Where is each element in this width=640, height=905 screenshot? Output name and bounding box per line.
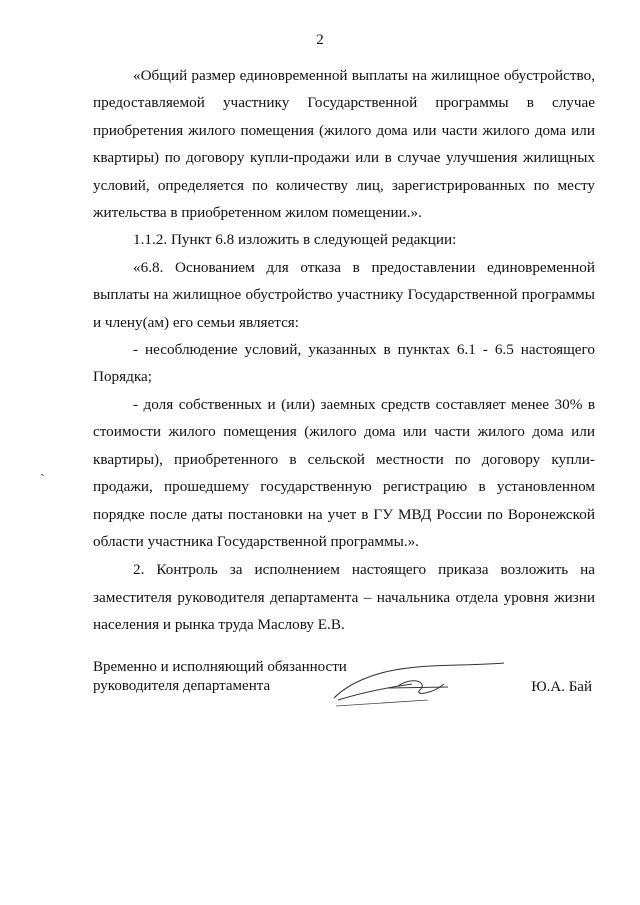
signatory-position-line-1: Временно и исполняющий обязанности [93, 659, 347, 675]
paragraph-clause-1-1-2: 1.1.2. Пункт 6.8 изложить в следующей редакции: [133, 231, 457, 249]
page-number: 2 [316, 32, 324, 48]
paragraph-refusal-reason-2: - доля собственных и (или) заемных средств составляет менее 30% в стоимости жилого помещения (жилого дома или части жилого дома или квартиры), приобретенного в сельской местности по договору купли-продажи, прошедшему государственную регистрацию в установленном порядке после даты постановки на учет в ГУ МВД России по Воронежской области участника Государственной программы.». [93, 395, 595, 550]
paragraph-total-payment: «Общий размер единовременной выплаты на жилищное обустройство, предоставляемой участнику Государственной программы в случае приобретения жилого помещения (жилого дома или части жилого дома или квартиры) по договору купли-продажи или в случае улучшения жилищных условий, определяется по количеству лиц, зарегистрированных по месту жительства в приобретенном жилом помещении.». [93, 67, 595, 222]
document-body [93, 62, 595, 639]
paragraph-control: 2. Контроль за исполнением настоящего приказа возложить на заместителя руководителя департамента – начальника отдела уровня жизни населения и рынка труда Маслову Е.В. [93, 561, 595, 634]
signatory-position-line-2: руководителя департамента [93, 678, 271, 694]
paragraph-refusal-reason-1: - несоблюдение условий, указанных в пунктах 6.1 - 6.5 настоящего Порядка; [93, 341, 595, 386]
paragraph-clause-6-8: «6.8. Основанием для отказа в предоставлении единовременной выплаты на жилищное обустройство участнику Государственной программы и члену(ам) его семьи является: [93, 258, 595, 331]
handwritten-signature [328, 654, 508, 714]
margin-mark: ˏ [40, 462, 45, 477]
signatory-name: Ю.А. Бай [531, 679, 592, 695]
